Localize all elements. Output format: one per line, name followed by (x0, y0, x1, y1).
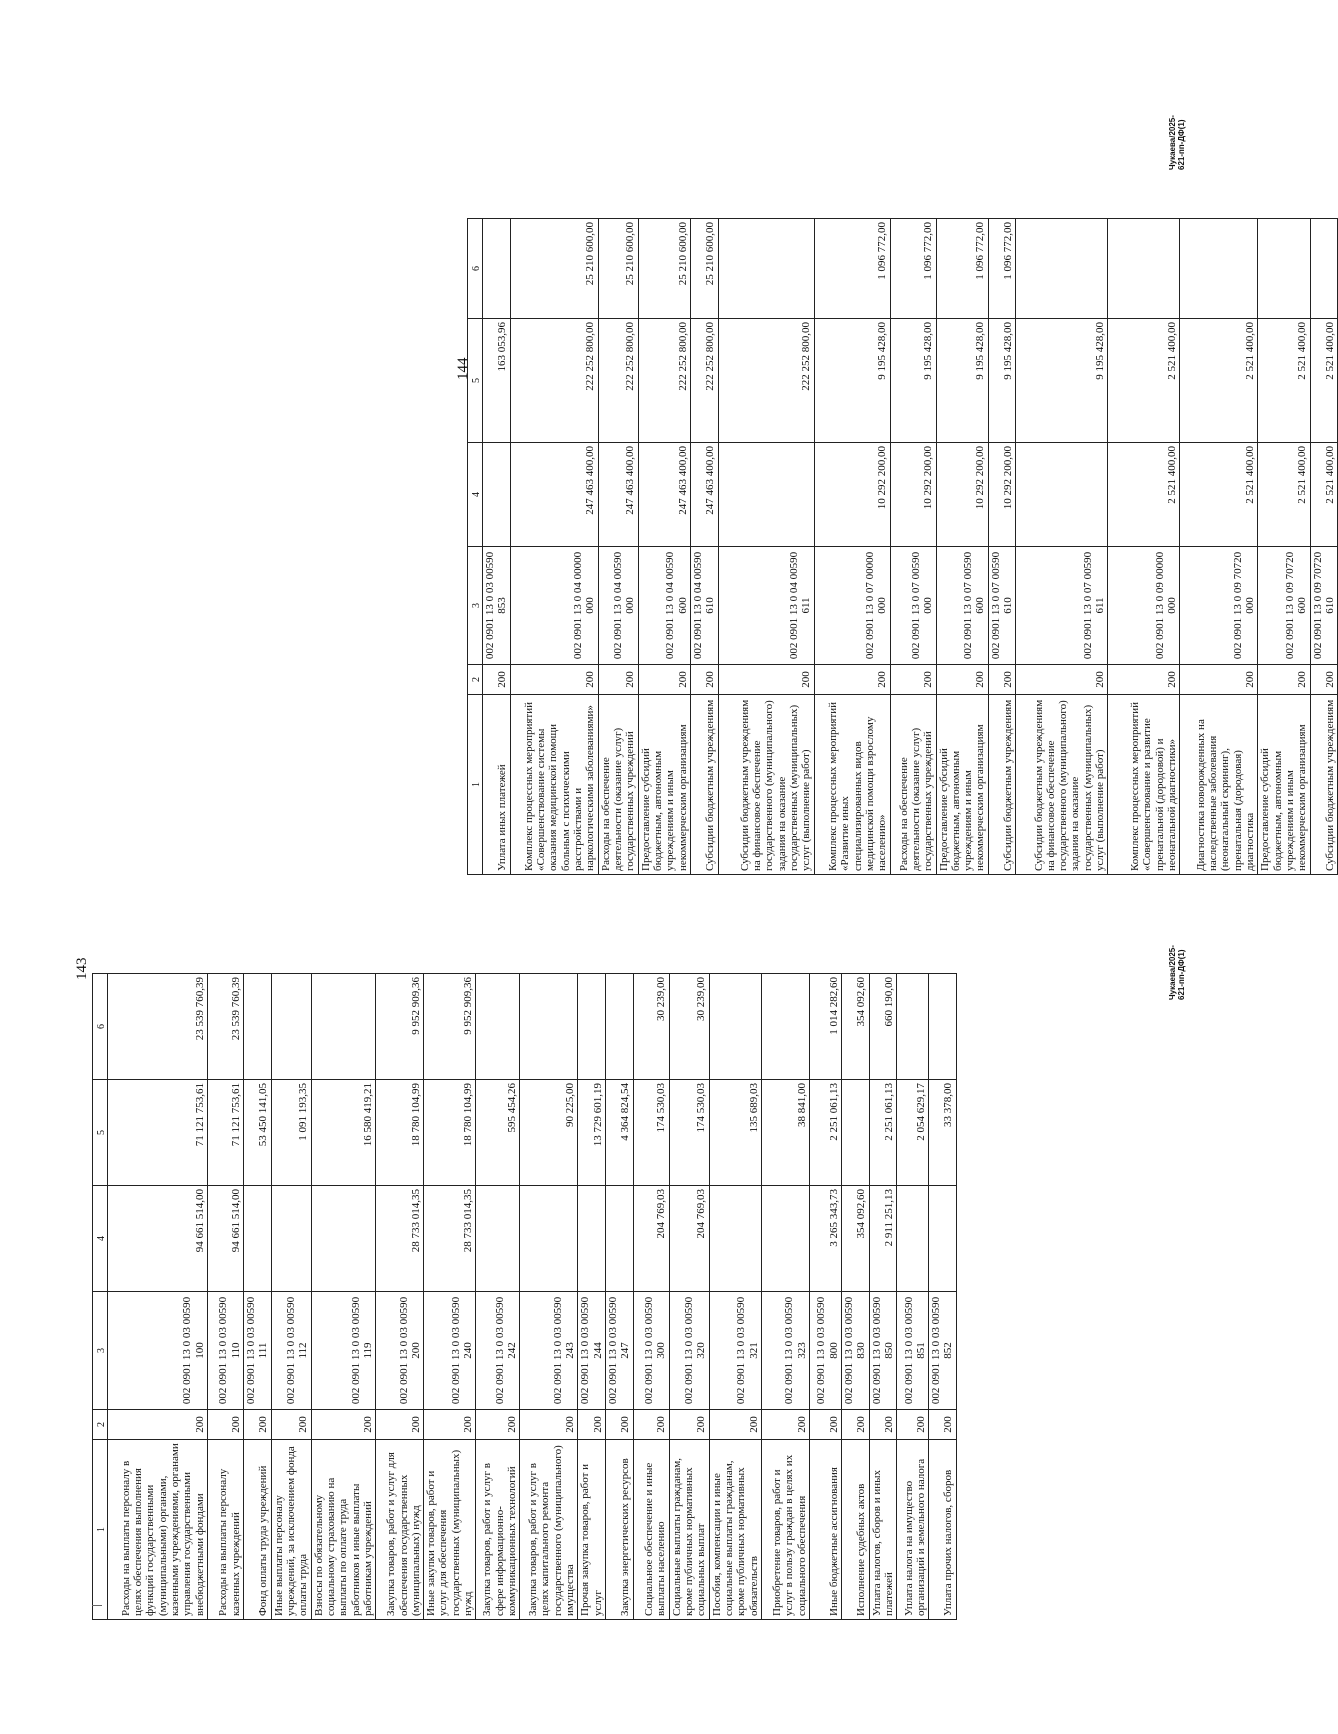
table-row (709, 974, 761, 1620)
approved-amount-cell: 247 463 400,00 (510, 443, 598, 547)
table-row (1258, 219, 1310, 875)
approved-amount-cell (244, 1186, 272, 1292)
budget-code-cell: 002 0901 13 0 04 00590 610 (690, 547, 718, 665)
executed-amount-cell: 90 225,00 (520, 1080, 578, 1186)
approved-amount-cell (606, 1186, 634, 1292)
row-name-cell: Уплата налога на имущество организаций и земельного налога (897, 1440, 929, 1620)
table-row (814, 219, 890, 875)
unexecuted-amount-cell (476, 974, 520, 1080)
table-row (718, 219, 814, 875)
column-number-3: 3 (93, 1292, 108, 1410)
budget-code-cell: 002 0901 13 0 07 00590 600 (936, 547, 988, 665)
executed-amount-cell: 222 252 800,00 (510, 319, 598, 443)
executed-amount-cell: 9 195 428,00 (936, 319, 988, 443)
row-name-cell: Субсидии бюджетным учреждениям на финансовое обеспечение государственного (муниципального) задания на оказание государственных (муниципальных) услуг (выполнение работ) (1016, 695, 1108, 875)
column-number-5: 5 (468, 319, 483, 443)
row-name-cell: Социальные выплаты гражданам, кроме публичных нормативных социальных выплат (669, 1440, 709, 1620)
row-name-cell: Исполнение судебных актов (841, 1440, 869, 1620)
table-row (809, 974, 841, 1620)
column-number-4: 4 (468, 443, 483, 547)
column-number-5: 5 (93, 1080, 108, 1186)
row-name-cell: Иные бюджетные ассигнования (809, 1440, 841, 1620)
row-name-cell: Уплата иных платежей (483, 695, 511, 875)
budget-code-cell: 002 0901 13 0 03 00590 244 (578, 1292, 606, 1410)
executed-amount-cell: 2 521 400,00 (1108, 319, 1180, 443)
unexecuted-amount-cell: 23 539 760,39 (108, 974, 208, 1080)
unexecuted-amount-cell: 25 210 600,00 (598, 219, 638, 319)
approved-amount-cell (578, 1186, 606, 1292)
table-row (869, 974, 897, 1620)
budget-code-cell: 002 0901 13 0 03 00590 200 (376, 1292, 424, 1410)
executed-amount-cell: 9 195 428,00 (1016, 319, 1108, 443)
row-name-cell: Приобретение товаров, работ и услуг в пользу граждан в целях их социального обеспечения (761, 1440, 809, 1620)
admin-code-cell: 200 (988, 665, 1016, 695)
row-name-cell: Субсидии бюджетным учреждениям (988, 695, 1016, 875)
unexecuted-amount-cell (929, 974, 957, 1080)
approved-amount-cell: 354 092,60 (841, 1186, 869, 1292)
table-row (424, 974, 476, 1620)
column-number-4: 4 (93, 1186, 108, 1292)
admin-code-cell: 200 (311, 1410, 376, 1440)
budget-code-cell: 002 0901 13 0 03 00590 119 (311, 1292, 376, 1410)
unexecuted-amount-cell (578, 974, 606, 1080)
admin-code-cell: 200 (271, 1410, 311, 1440)
budget-code-cell: 002 0901 13 0 03 00590 850 (869, 1292, 897, 1410)
unexecuted-amount-cell (718, 219, 814, 319)
row-name-cell: Иные закупки товаров, работ и услуг для обеспечения государственных (муниципальных) нужд (424, 1440, 476, 1620)
admin-code-cell: 200 (1258, 665, 1310, 695)
table-row (690, 219, 718, 875)
table-row (376, 974, 424, 1620)
row-name-cell: Субсидии бюджетным учреждениям (690, 695, 718, 875)
unexecuted-amount-cell (483, 219, 511, 319)
unexecuted-amount-cell: 30 239,00 (633, 974, 669, 1080)
unexecuted-amount-cell: 660 190,00 (869, 974, 897, 1080)
unexecuted-amount-cell: 25 210 600,00 (690, 219, 718, 319)
budget-table-page-144 (467, 218, 1338, 875)
executed-amount-cell: 174 530,03 (669, 1080, 709, 1186)
budget-code-cell: 002 0901 13 0 04 00590 000 (598, 547, 638, 665)
unexecuted-amount-cell: 1 014 282,60 (809, 974, 841, 1080)
row-name-cell: Закупка товаров, работ и услуг в сфере информационно-коммуникационных технологий (476, 1440, 520, 1620)
approved-amount-cell (897, 1186, 929, 1292)
executed-amount-cell: 9 195 428,00 (814, 319, 890, 443)
approved-amount-cell (718, 443, 814, 547)
row-name-cell: Расходы на обеспечение деятельности (оказание услуг) государственных учреждений (890, 695, 936, 875)
unexecuted-amount-cell: 23 539 760,39 (208, 974, 244, 1080)
row-name-cell: Иные выплаты персоналу учреждений, за исключением фонда оплаты труда (271, 1440, 311, 1620)
unexecuted-amount-cell (271, 974, 311, 1080)
table-row (483, 219, 511, 875)
budget-table (92, 973, 957, 1620)
budget-code-cell: 002 0901 13 0 03 00590 830 (841, 1292, 869, 1410)
executed-amount-cell (841, 1080, 869, 1186)
row-name-cell: Диагностика новорожденных на наследственные заболевания (неонатальный скрининг), пренатальная (дородовая) диагностика (1180, 695, 1258, 875)
approved-amount-cell: 2 521 400,00 (1310, 443, 1338, 547)
executed-amount-cell: 4 364 824,54 (606, 1080, 634, 1186)
budget-code-cell: 002 0901 13 0 09 70720 600 (1258, 547, 1310, 665)
budget-code-cell: 002 0901 13 0 07 00000 000 (814, 547, 890, 665)
approved-amount-cell: 2 521 400,00 (1258, 443, 1310, 547)
unexecuted-amount-cell: 30 239,00 (669, 974, 709, 1080)
table-row (1180, 219, 1258, 875)
table-row (578, 974, 606, 1620)
executed-amount-cell: 16 580 419,21 (311, 1080, 376, 1186)
row-name-cell: Расходы на обеспечение деятельности (оказание услуг) государственных учреждений (598, 695, 638, 875)
unexecuted-amount-cell (520, 974, 578, 1080)
column-number-1: 1 (93, 1440, 108, 1620)
unexecuted-amount-cell: 25 210 600,00 (510, 219, 598, 319)
budget-code-cell: 002 0901 13 0 09 70720 000 (1180, 547, 1258, 665)
column-number-row (93, 974, 108, 1620)
table-row (244, 974, 272, 1620)
table-row (988, 219, 1016, 875)
admin-code-cell: 200 (483, 665, 511, 695)
row-name-cell: Уплата прочих налогов, сборов (929, 1440, 957, 1620)
row-name-cell: Субсидии бюджетным учреждениям на финансовое обеспечение государственного (муниципального) задания на оказание государственных (муниципальных) услуг (выполнение работ) (718, 695, 814, 875)
column-number-1: 1 (468, 695, 483, 875)
executed-amount-cell: 222 252 800,00 (690, 319, 718, 443)
row-name-cell: Субсидии бюджетным учреждениям (1310, 695, 1338, 875)
approved-amount-cell: 204 769,03 (669, 1186, 709, 1292)
approved-amount-cell (520, 1186, 578, 1292)
column-number-2: 2 (93, 1410, 108, 1440)
admin-code-cell: 200 (1016, 665, 1108, 695)
approved-amount-cell: 28 733 014,35 (376, 1186, 424, 1292)
table-row (520, 974, 578, 1620)
approved-amount-cell: 10 292 200,00 (814, 443, 890, 547)
unexecuted-amount-cell (1258, 219, 1310, 319)
approved-amount-cell: 247 463 400,00 (690, 443, 718, 547)
table-row (841, 974, 869, 1620)
approved-amount-cell (476, 1186, 520, 1292)
executed-amount-cell: 595 454,26 (476, 1080, 520, 1186)
table-row (897, 974, 929, 1620)
budget-code-cell: 002 0901 13 0 03 00590 853 (483, 547, 511, 665)
admin-code-cell: 200 (108, 1410, 208, 1440)
page-footer-143: Чукаева/2025-621-пп-ДФ(1) (1168, 945, 1186, 1000)
budget-code-cell: 002 0901 13 0 09 70720 610 (1310, 547, 1338, 665)
budget-code-cell: 002 0901 13 0 03 00590 300 (633, 1292, 669, 1410)
approved-amount-cell (483, 443, 511, 547)
admin-code-cell: 200 (598, 665, 638, 695)
row-name-cell: Фонд оплаты труда учреждений (244, 1440, 272, 1620)
approved-amount-cell: 10 292 200,00 (936, 443, 988, 547)
table-row (598, 219, 638, 875)
executed-amount-cell: 2 521 400,00 (1180, 319, 1258, 443)
admin-code-cell: 200 (897, 1410, 929, 1440)
admin-code-cell: 200 (476, 1410, 520, 1440)
table-row (638, 219, 690, 875)
approved-amount-cell: 3 265 343,73 (809, 1186, 841, 1292)
budget-code-cell: 002 0901 13 0 03 00590 321 (709, 1292, 761, 1410)
approved-amount-cell: 2 521 400,00 (1180, 443, 1258, 547)
admin-code-cell: 200 (633, 1410, 669, 1440)
unexecuted-amount-cell (311, 974, 376, 1080)
approved-amount-cell: 2 911 251,13 (869, 1186, 897, 1292)
budget-code-cell: 002 0901 13 0 07 00590 610 (988, 547, 1016, 665)
row-name-cell: Закупка энергетических ресурсов (606, 1440, 634, 1620)
budget-code-cell: 002 0901 13 0 03 00590 112 (271, 1292, 311, 1410)
admin-code-cell: 200 (520, 1410, 578, 1440)
executed-amount-cell: 9 195 428,00 (988, 319, 1016, 443)
executed-amount-cell: 1 091 193,35 (271, 1080, 311, 1186)
unexecuted-amount-cell (1016, 219, 1108, 319)
column-number-6: 6 (93, 974, 108, 1080)
budget-code-cell: 002 0901 13 0 09 00000 000 (1108, 547, 1180, 665)
table-row (271, 974, 311, 1620)
table-row (108, 974, 208, 1620)
budget-code-cell: 002 0901 13 0 03 00590 852 (929, 1292, 957, 1410)
budget-code-cell: 002 0901 13 0 03 00590 111 (244, 1292, 272, 1410)
unexecuted-amount-cell: 25 210 600,00 (638, 219, 690, 319)
budget-code-cell: 002 0901 13 0 03 00590 240 (424, 1292, 476, 1410)
approved-amount-cell: 94 661 514,00 (108, 1186, 208, 1292)
admin-code-cell: 200 (718, 665, 814, 695)
admin-code-cell: 200 (869, 1410, 897, 1440)
approved-amount-cell (709, 1186, 761, 1292)
row-name-cell: Предоставление субсидий бюджетным, автономным учреждениям и иным некоммерческим организациям (638, 695, 690, 875)
budget-table (467, 218, 1338, 875)
table-row (606, 974, 634, 1620)
executed-amount-cell: 71 121 753,61 (108, 1080, 208, 1186)
budget-code-cell: 002 0901 13 0 03 00590 851 (897, 1292, 929, 1410)
row-name-cell: Закупка товаров, работ и услуг в целях капитального ремонта государственного (муниципального) имущества (520, 1440, 578, 1620)
unexecuted-amount-cell: 9 952 909,36 (424, 974, 476, 1080)
budget-code-cell: 002 0901 13 0 03 00590 323 (761, 1292, 809, 1410)
admin-code-cell: 200 (841, 1410, 869, 1440)
executed-amount-cell: 2 251 061,13 (809, 1080, 841, 1186)
admin-code-cell: 200 (424, 1410, 476, 1440)
row-name-cell: Закупка товаров, работ и услуг для обеспечения государственных (муниципальных) нужд (376, 1440, 424, 1620)
page-footer-144: Чукаева/2025-621-пп-ДФ(1) (1168, 115, 1186, 170)
unexecuted-amount-cell: 9 952 909,36 (376, 974, 424, 1080)
budget-code-cell: 002 0901 13 0 03 00590 110 (208, 1292, 244, 1410)
executed-amount-cell: 33 378,00 (929, 1080, 957, 1186)
table-row (761, 974, 809, 1620)
table-row (1016, 219, 1108, 875)
admin-code-cell: 200 (929, 1410, 957, 1440)
approved-amount-cell: 10 292 200,00 (988, 443, 1016, 547)
budget-table-page-143 (92, 973, 957, 1620)
margin-mark (92, 1605, 102, 1606)
admin-code-cell: 200 (1310, 665, 1338, 695)
row-name-cell: Комплекс процессных мероприятий «Совершенствование и развитие пренатальной (дородовой) и неонатальной диагностики» (1108, 695, 1180, 875)
row-name-cell: Взносы по обязательному социальному страхованию на выплаты по оплате труда работников и иные выплаты работникам учреждений (311, 1440, 376, 1620)
admin-code-cell: 200 (208, 1410, 244, 1440)
approved-amount-cell (761, 1186, 809, 1292)
executed-amount-cell: 174 530,03 (633, 1080, 669, 1186)
row-name-cell: Комплекс процессных мероприятий «Совершенствование системы оказания медицинской помощи больным с психическими расстройствами и наркологическими заболеваниями» (510, 695, 598, 875)
table-row (929, 974, 957, 1620)
row-name-cell: Предоставление субсидий бюджетным, автономным учреждениям и иным некоммерческим организациям (1258, 695, 1310, 875)
budget-code-cell: 002 0901 13 0 04 00000 000 (510, 547, 598, 665)
budget-code-cell: 002 0901 13 0 07 00590 000 (890, 547, 936, 665)
executed-amount-cell: 9 195 428,00 (890, 319, 936, 443)
table-row (890, 219, 936, 875)
executed-amount-cell: 2 251 061,13 (869, 1080, 897, 1186)
admin-code-cell: 200 (578, 1410, 606, 1440)
executed-amount-cell: 135 689,03 (709, 1080, 761, 1186)
row-name-cell: Уплата налогов, сборов и иных платежей (869, 1440, 897, 1620)
unexecuted-amount-cell (761, 974, 809, 1080)
column-number-row (468, 219, 483, 875)
unexecuted-amount-cell (606, 974, 634, 1080)
budget-code-cell: 002 0901 13 0 03 00590 247 (606, 1292, 634, 1410)
unexecuted-amount-cell (897, 974, 929, 1080)
executed-amount-cell: 163 053,96 (483, 319, 511, 443)
approved-amount-cell (1016, 443, 1108, 547)
row-name-cell: Пособия, компенсации и иные социальные выплаты гражданам, кроме публичных нормативных обязательств (709, 1440, 761, 1620)
approved-amount-cell: 94 661 514,00 (208, 1186, 244, 1292)
executed-amount-cell: 13 729 601,19 (578, 1080, 606, 1186)
approved-amount-cell: 247 463 400,00 (598, 443, 638, 547)
table-row (311, 974, 376, 1620)
admin-code-cell: 200 (376, 1410, 424, 1440)
budget-code-cell: 002 0901 13 0 03 00590 320 (669, 1292, 709, 1410)
budget-code-cell: 002 0901 13 0 04 00590 600 (638, 547, 690, 665)
admin-code-cell: 200 (890, 665, 936, 695)
table-row (633, 974, 669, 1620)
executed-amount-cell: 2 521 400,00 (1258, 319, 1310, 443)
admin-code-cell: 200 (1180, 665, 1258, 695)
row-name-cell: Социальное обеспечение и иные выплаты населению (633, 1440, 669, 1620)
row-name-cell: Прочая закупка товаров, работ и услуг (578, 1440, 606, 1620)
column-number-6: 6 (468, 219, 483, 319)
admin-code-cell: 200 (510, 665, 598, 695)
row-name-cell: Расходы на выплаты персоналу казенных учреждений (208, 1440, 244, 1620)
unexecuted-amount-cell (1310, 219, 1338, 319)
table-row (476, 974, 520, 1620)
admin-code-cell: 200 (638, 665, 690, 695)
admin-code-cell: 200 (814, 665, 890, 695)
executed-amount-cell: 2 054 629,17 (897, 1080, 929, 1186)
page-number-143: 143 (74, 957, 90, 980)
admin-code-cell: 200 (690, 665, 718, 695)
row-name-cell: Предоставление субсидий бюджетным, автономным учреждениям и иным некоммерческим организациям (936, 695, 988, 875)
approved-amount-cell (311, 1186, 376, 1292)
unexecuted-amount-cell: 1 096 772,00 (936, 219, 988, 319)
unexecuted-amount-cell (1180, 219, 1258, 319)
unexecuted-amount-cell: 1 096 772,00 (814, 219, 890, 319)
unexecuted-amount-cell: 354 092,60 (841, 974, 869, 1080)
unexecuted-amount-cell: 1 096 772,00 (890, 219, 936, 319)
executed-amount-cell: 18 780 104,99 (376, 1080, 424, 1186)
executed-amount-cell: 53 450 141,05 (244, 1080, 272, 1186)
budget-code-cell: 002 0901 13 0 07 00590 611 (1016, 547, 1108, 665)
unexecuted-amount-cell (244, 974, 272, 1080)
executed-amount-cell: 222 252 800,00 (718, 319, 814, 443)
executed-amount-cell: 2 521 400,00 (1310, 319, 1338, 443)
approved-amount-cell: 10 292 200,00 (890, 443, 936, 547)
executed-amount-cell: 38 841,00 (761, 1080, 809, 1186)
approved-amount-cell: 204 769,03 (633, 1186, 669, 1292)
row-name-cell: Расходы на выплаты персоналу в целях обеспечения выполнения функций государственными (муниципальными) органами, казенными учреждениями, органами управления государственными внебюджетными фондами (108, 1440, 208, 1620)
table-row (936, 219, 988, 875)
admin-code-cell: 200 (606, 1410, 634, 1440)
approved-amount-cell: 247 463 400,00 (638, 443, 690, 547)
executed-amount-cell: 222 252 800,00 (638, 319, 690, 443)
column-number-3: 3 (468, 547, 483, 665)
table-row (1310, 219, 1338, 875)
table-row (208, 974, 244, 1620)
budget-code-cell: 002 0901 13 0 03 00590 242 (476, 1292, 520, 1410)
column-number-2: 2 (468, 665, 483, 695)
budget-code-cell: 002 0901 13 0 04 00590 611 (718, 547, 814, 665)
executed-amount-cell: 222 252 800,00 (598, 319, 638, 443)
budget-code-cell: 002 0901 13 0 03 00590 243 (520, 1292, 578, 1410)
table-row (1108, 219, 1180, 875)
approved-amount-cell (929, 1186, 957, 1292)
unexecuted-amount-cell: 1 096 772,00 (988, 219, 1016, 319)
admin-code-cell: 200 (709, 1410, 761, 1440)
approved-amount-cell: 28 733 014,35 (424, 1186, 476, 1292)
budget-code-cell: 002 0901 13 0 03 00590 800 (809, 1292, 841, 1410)
admin-code-cell: 200 (761, 1410, 809, 1440)
unexecuted-amount-cell (1108, 219, 1180, 319)
row-name-cell: Комплекс процессных мероприятий «Развитие иных специализированных видов медицинской помощи взрослому населению» (814, 695, 890, 875)
admin-code-cell: 200 (809, 1410, 841, 1440)
approved-amount-cell: 2 521 400,00 (1108, 443, 1180, 547)
budget-code-cell: 002 0901 13 0 03 00590 100 (108, 1292, 208, 1410)
admin-code-cell: 200 (669, 1410, 709, 1440)
table-row (669, 974, 709, 1620)
table-row (510, 219, 598, 875)
executed-amount-cell: 71 121 753,61 (208, 1080, 244, 1186)
page-number-144: 144 (455, 357, 471, 380)
admin-code-cell: 200 (244, 1410, 272, 1440)
admin-code-cell: 200 (1108, 665, 1180, 695)
unexecuted-amount-cell (709, 974, 761, 1080)
executed-amount-cell: 18 780 104,99 (424, 1080, 476, 1186)
approved-amount-cell (271, 1186, 311, 1292)
admin-code-cell: 200 (936, 665, 988, 695)
